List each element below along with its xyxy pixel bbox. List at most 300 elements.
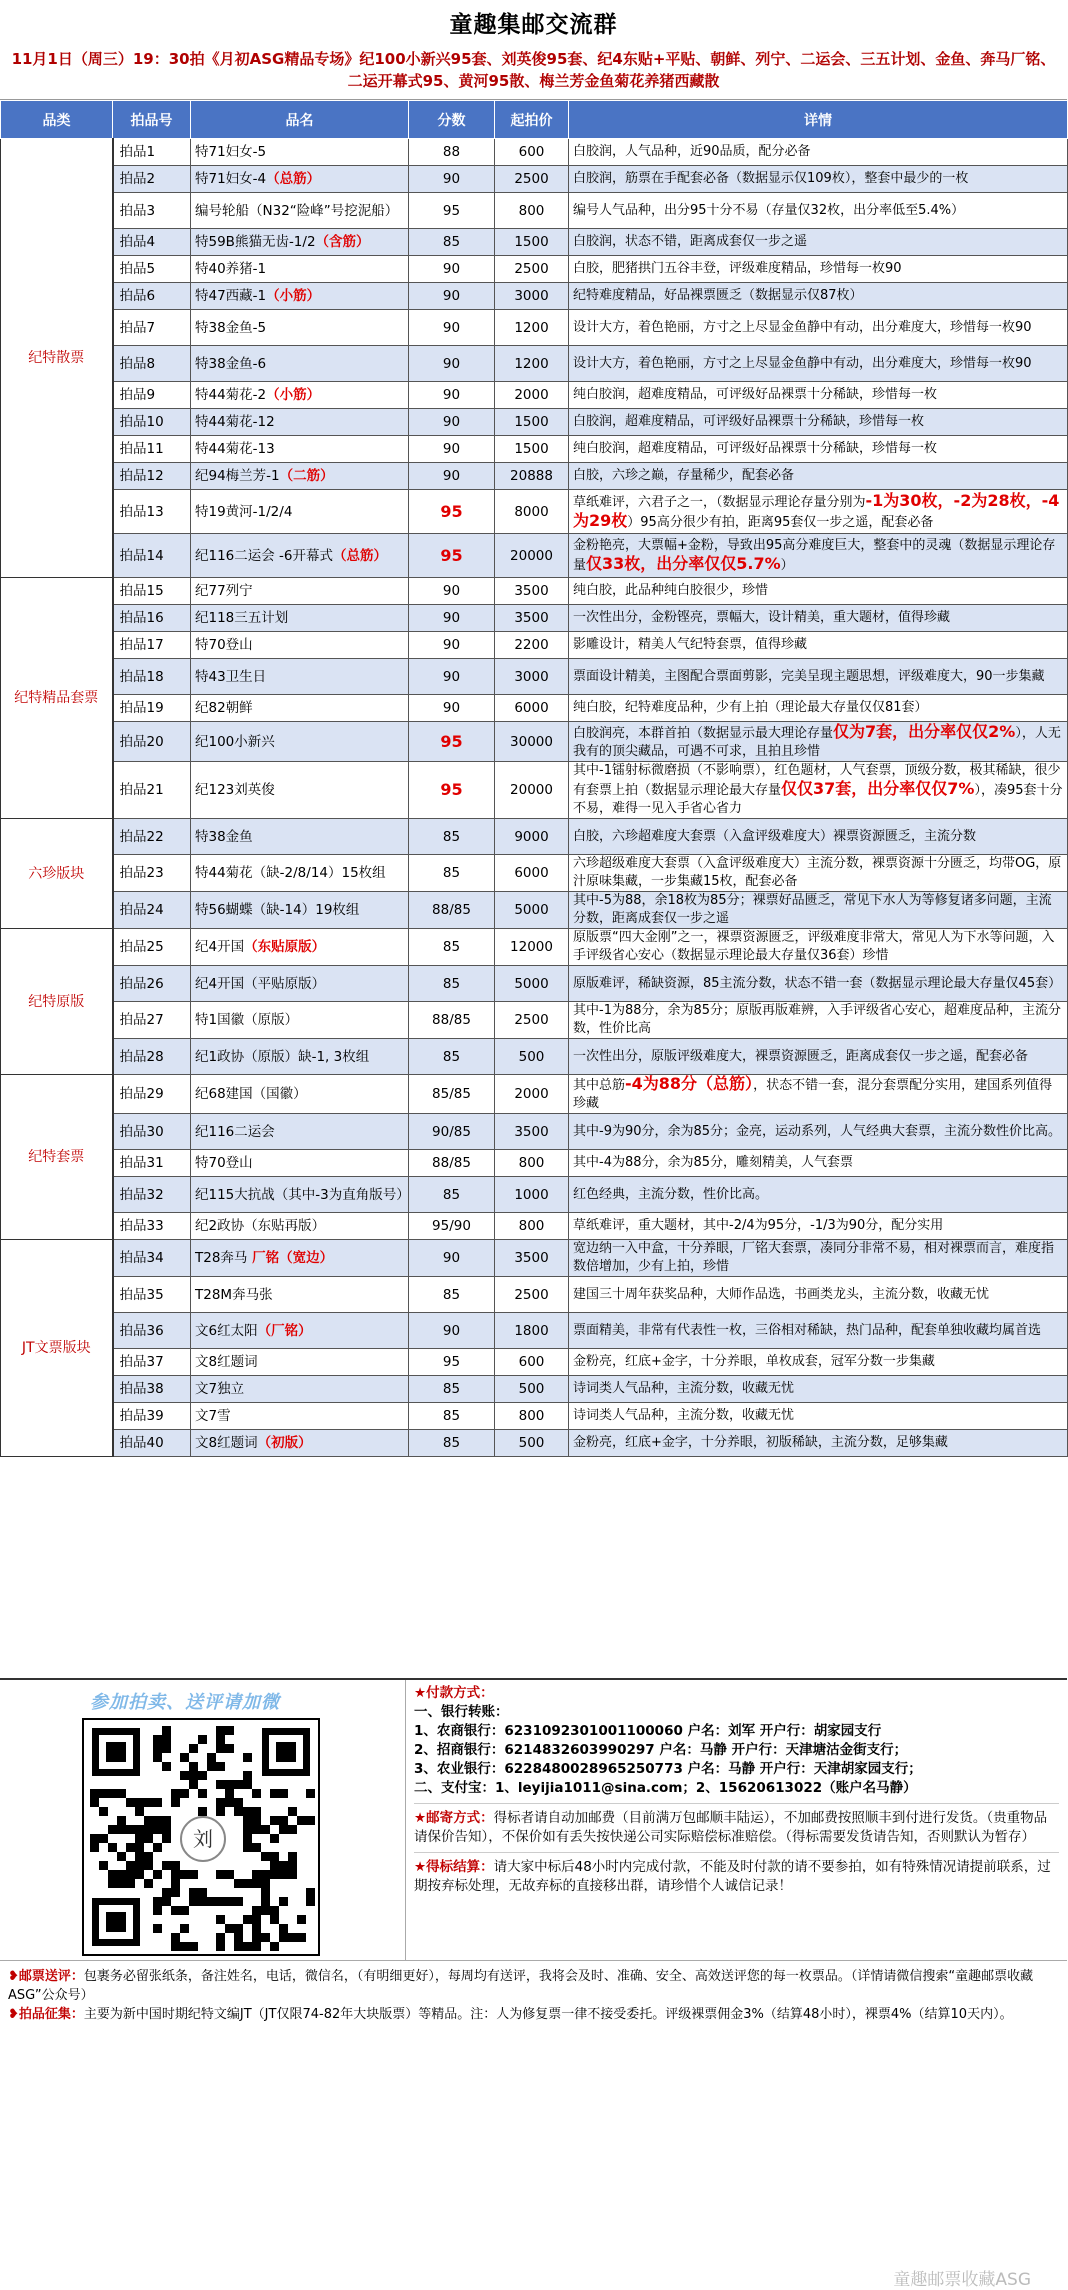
lot-score: 85/85 — [409, 1075, 495, 1114]
lot-detail — [569, 1002, 1068, 1039]
qr-module — [162, 1825, 171, 1834]
qr-module — [162, 1861, 171, 1870]
lot-name — [191, 463, 409, 490]
lot-name-text: 纪100小新兴 — [195, 733, 275, 750]
table-row — [1, 310, 1068, 346]
lot-number: 拍品16 — [113, 605, 191, 632]
lot-name — [191, 762, 409, 819]
lot-name — [191, 490, 409, 534]
lot-name — [191, 819, 409, 855]
lot-number: 拍品38 — [113, 1376, 191, 1403]
lot-name — [191, 409, 409, 436]
lot-name-text: 特44菊花-13 — [195, 441, 275, 457]
lot-start-price: 800 — [495, 1403, 569, 1430]
lot-name — [191, 1430, 409, 1457]
lot-number: 拍品32 — [113, 1177, 191, 1213]
lot-number: 拍品13 — [113, 490, 191, 534]
lot-number: 拍品27 — [113, 1002, 191, 1039]
qr-finder-icon — [92, 1728, 140, 1776]
qr-module — [153, 1870, 162, 1879]
qr-module — [243, 1753, 252, 1762]
detail-text: 影雕设计，精美人气纪特套票，值得珍藏 — [573, 637, 808, 652]
qr-module — [117, 1852, 126, 1861]
settlement-text: 请大家中标后48小时内完成付款，不能及时付款的请不要参拍，如有特殊情况请提前联系，过期按弃标处理，无故弃标的直接移出群，请珍惜个人诚信记录！ — [414, 1859, 1051, 1894]
qr-module — [144, 1834, 153, 1843]
lot-start-price: 20000 — [495, 534, 569, 578]
lot-start-price: 2000 — [495, 382, 569, 409]
table-row — [1, 346, 1068, 382]
lot-number: 拍品25 — [113, 929, 191, 966]
qr-module — [144, 1861, 153, 1870]
qr-module — [216, 1762, 225, 1771]
qr-module — [261, 1897, 270, 1906]
lot-number: 拍品31 — [113, 1150, 191, 1177]
qr-module — [126, 1861, 135, 1870]
lot-score: 95/90 — [409, 1213, 495, 1240]
table-row — [1, 490, 1068, 534]
lot-name — [191, 1002, 409, 1039]
lot-start-price: 1200 — [495, 346, 569, 382]
lot-name-text: 特71妇女-5 — [195, 144, 267, 160]
lot-detail — [569, 463, 1068, 490]
lot-start-price: 2500 — [495, 1277, 569, 1313]
lot-score: 90 — [409, 409, 495, 436]
lot-score: 90/85 — [409, 1114, 495, 1150]
qr-module — [189, 1870, 198, 1879]
qr-module — [189, 1762, 198, 1771]
lot-score: 95 — [409, 1349, 495, 1376]
table-row — [1, 166, 1068, 193]
qr-module — [252, 1843, 261, 1852]
lot-detail — [569, 578, 1068, 605]
lot-name-text: 特44菊花-12 — [195, 414, 275, 430]
detail-text: 白胶，六珍之巅，存量稀少，配套必备 — [573, 468, 795, 483]
payment-line: 2、招商银行：6214832603990297 户名：马静 开户行：天津塘沽金街支行； — [414, 1742, 908, 1758]
lot-start-price: 2500 — [495, 1002, 569, 1039]
lot-start-price: 600 — [495, 139, 569, 166]
qr-module — [216, 1744, 225, 1753]
qr-module — [135, 1843, 144, 1852]
lot-start-price: 500 — [495, 1430, 569, 1457]
note-text: 包裹务必留张纸条，备注姓名，电话，微信名，（有明细更好），每周均有送评，我将会及时、准确、安全、高效送评您的每一枚票品。（详情请微信搜索“童趣邮票收藏ASG”公众号） — [8, 1969, 1034, 2003]
qr-module — [99, 1861, 108, 1870]
lot-number: 拍品17 — [113, 632, 191, 659]
qr-module — [126, 1843, 135, 1852]
qr-module — [117, 1825, 126, 1834]
qr-module — [99, 1789, 108, 1798]
lot-number: 拍品39 — [113, 1403, 191, 1430]
lot-detail — [569, 892, 1068, 929]
lot-number: 拍品5 — [113, 256, 191, 283]
lot-detail — [569, 346, 1068, 382]
qr-module — [288, 1933, 297, 1942]
qr-module — [162, 1744, 171, 1753]
qr-module — [117, 1789, 126, 1798]
qr-module — [270, 1861, 279, 1870]
lot-start-price: 1800 — [495, 1313, 569, 1349]
lot-detail — [569, 659, 1068, 695]
detail-text: 白胶润，筋票在手配套必备（数据显示仅109枚），整套中最少的一枚 — [573, 171, 969, 186]
table-row — [1, 659, 1068, 695]
qr-module — [252, 1789, 261, 1798]
lot-detail — [569, 436, 1068, 463]
lot-name-text: 特19黄河-1/2/4 — [195, 503, 293, 520]
qr-module — [225, 1744, 234, 1753]
qr-module — [261, 1879, 270, 1888]
detail-highlight: -1为30枚，-2为28枚，-4为29枚 — [573, 490, 1060, 530]
lot-name-text: 特1国徽（原版） — [195, 1012, 299, 1028]
lot-start-price: 2500 — [495, 166, 569, 193]
qr-module — [144, 1816, 153, 1825]
qr-module — [225, 1897, 234, 1906]
table-row — [1, 463, 1068, 490]
detail-text: 设计大方，着色艳丽，方寸之上尽显金鱼静中有动，出分难度大，珍惜每一枚90 — [573, 319, 1032, 335]
qr-module — [99, 1807, 108, 1816]
detail-text: 白胶润，超难度精品，可评级好品裸票十分稀缺，珍惜每一枚 — [573, 414, 925, 429]
table-row — [1, 695, 1068, 722]
lot-score: 95 — [409, 762, 495, 819]
qr-module — [189, 1942, 198, 1951]
auction-subtitle: 11月1日（周三）19：30拍《月初ASG精品专场》纪100小新兴95套、刘英俊95套、纪4东贴+平贴、朝鲜、列宁、二运会、三五计划、金鱼、奔马厂铭、二运开幕式95、黄河95散、梅兰芳金鱼菊花养猪西藏散 — [11, 50, 1056, 90]
qr-module — [153, 1897, 162, 1906]
table-row — [1, 1002, 1068, 1039]
col-header-lot: 拍品号 — [113, 101, 191, 139]
qr-module — [252, 1879, 261, 1888]
qr-module — [234, 1924, 243, 1933]
qr-finder-icon — [92, 1898, 140, 1946]
qr-module — [189, 1888, 198, 1897]
detail-text-tail: ） — [780, 557, 794, 573]
lot-score: 88 — [409, 139, 495, 166]
lot-name — [191, 855, 409, 892]
qr-module — [135, 1834, 144, 1843]
lot-name-note: 厂铭（宽边） — [247, 1250, 334, 1266]
lot-score: 90 — [409, 605, 495, 632]
lot-detail — [569, 1277, 1068, 1313]
qr-module — [198, 1897, 207, 1906]
table-row — [1, 1039, 1068, 1075]
qr-module — [216, 1897, 225, 1906]
detail-text: 六珍超级难度大套票（入盒评级难度大）主流分数，裸票资源十分匮乏，均带OG，原汁原味集藏，一步集藏15枚，配套必备 — [573, 856, 1062, 889]
qr-module — [126, 1825, 135, 1834]
lot-score: 88/85 — [409, 1002, 495, 1039]
qr-module — [306, 1816, 315, 1825]
lot-name-text: T28M奔马张 — [195, 1286, 273, 1303]
lot-name — [191, 605, 409, 632]
qr-module — [99, 1834, 108, 1843]
lot-number: 拍品30 — [113, 1114, 191, 1150]
lot-score: 85 — [409, 1376, 495, 1403]
qr-module — [90, 1834, 99, 1843]
qr-module — [153, 1825, 162, 1834]
qr-slogan: 参加拍卖、送评请加微 — [90, 1692, 280, 1713]
qr-module — [261, 1852, 270, 1861]
qr-module — [171, 1906, 180, 1915]
lot-start-price: 600 — [495, 1349, 569, 1376]
lot-name-text: 文8红题词 — [195, 1354, 258, 1370]
lot-number: 拍品10 — [113, 409, 191, 436]
shipping-text: 得标者请自动加邮费（目前满万包邮顺丰陆运），不加邮费按照顺丰到付进行发货。（贵重物品请保价告知），不保价如有丢失按快递公司实际赔偿标准赔偿。（得标需要发货请告知，否则默认为暂存） — [414, 1810, 1048, 1845]
qr-module — [153, 1906, 162, 1915]
lot-name-text: 特44菊花（缺-2/8/14）15枚组 — [195, 865, 386, 881]
detail-text: 一次性出分，原版评级难度大，裸票资源匮乏，距离成套仅一步之遥，配套必备 — [573, 1048, 1029, 1064]
qr-module — [261, 1870, 270, 1879]
detail-text-tail: ），凑95套十分不易，难得一见入手省心省力 — [573, 783, 1063, 816]
qr-module — [216, 1933, 225, 1942]
table-row — [1, 283, 1068, 310]
lot-number: 拍品40 — [113, 1430, 191, 1457]
payment-panel — [405, 1680, 1067, 1960]
qr-module — [171, 1861, 180, 1870]
detail-text: 白胶，肥猪拱门五谷丰登，评级难度精品，珍惜每一枚90 — [573, 261, 902, 276]
footer — [0, 1678, 1067, 2290]
lot-name-text: 特43卫生日 — [195, 668, 267, 685]
lot-start-price: 5000 — [495, 966, 569, 1002]
lot-name-note: （总筋） — [266, 171, 321, 187]
qr-module — [225, 1789, 234, 1798]
table-row — [1, 1213, 1068, 1240]
detail-text: 原版难评，稀缺资源，85主流分数，状态不错一套（数据显示理论最大存量仅45套） — [573, 975, 1062, 991]
qr-module — [216, 1942, 225, 1951]
qr-module — [270, 1816, 279, 1825]
lot-name-text: 特38金鱼-6 — [195, 355, 267, 372]
lot-name — [191, 1277, 409, 1313]
detail-text: 原版票“四大金刚”之一，裸票资源匮乏，评级难度非常大，常见人为下水等问题，入手评级省心安心（数据显示理论最大存量仅36套）珍惜 — [573, 930, 1055, 963]
lot-number: 拍品36 — [113, 1313, 191, 1349]
qr-module — [171, 1879, 180, 1888]
lot-name — [191, 966, 409, 1002]
note-label: ❥邮票送评： — [8, 1969, 84, 1984]
qr-module — [90, 1843, 99, 1852]
lot-detail — [569, 1177, 1068, 1213]
lot-score: 85 — [409, 1403, 495, 1430]
lot-name — [191, 929, 409, 966]
lot-start-price: 3500 — [495, 1240, 569, 1277]
lot-name — [191, 229, 409, 256]
qr-module — [270, 1906, 279, 1915]
lot-number: 拍品12 — [113, 463, 191, 490]
qr-module — [144, 1879, 153, 1888]
lot-score: 85 — [409, 1039, 495, 1075]
table-row — [1, 722, 1068, 762]
lot-detail — [569, 229, 1068, 256]
lot-number: 拍品35 — [113, 1277, 191, 1313]
lot-name-text: 特70登山 — [195, 637, 253, 653]
lot-name-text: 纪118三五计划 — [195, 610, 289, 626]
lot-name-text: 纪4开国 — [195, 939, 245, 955]
qr-module — [234, 1807, 243, 1816]
table-row — [1, 382, 1068, 409]
wechat-qr-code[interactable] — [82, 1718, 320, 1956]
avatar-logo: 刘 — [180, 1816, 226, 1862]
qr-module — [234, 1798, 243, 1807]
lot-name-text: 特38金鱼 — [195, 828, 253, 845]
lot-name — [191, 382, 409, 409]
qr-module — [279, 1933, 288, 1942]
qr-module — [234, 1942, 243, 1951]
lot-name — [191, 139, 409, 166]
qr-module — [144, 1825, 153, 1834]
qr-module — [270, 1789, 279, 1798]
lot-score: 90 — [409, 346, 495, 382]
lot-number: 拍品24 — [113, 892, 191, 929]
lot-start-price: 3000 — [495, 283, 569, 310]
qr-module — [225, 1924, 234, 1933]
lot-name-text: 纪94梅兰芳-1 — [195, 468, 280, 484]
lot-detail — [569, 166, 1068, 193]
lot-number: 拍品19 — [113, 695, 191, 722]
detail-text: 其中-1为88分，余为85分；原版再版难辨，入手评级省心安心，超难度品种，主流分数，性价比高 — [573, 1003, 1062, 1036]
lot-start-price: 500 — [495, 1376, 569, 1403]
lot-detail — [569, 605, 1068, 632]
table-header-row — [1, 101, 1068, 139]
table-body — [1, 139, 1068, 1457]
qr-module — [243, 1915, 252, 1924]
lot-name — [191, 1039, 409, 1075]
qr-panel — [0, 1680, 405, 1960]
lot-detail — [569, 1430, 1068, 1457]
lot-score: 85 — [409, 819, 495, 855]
qr-module — [180, 1906, 189, 1915]
lot-name-text: 文7雪 — [195, 1408, 231, 1424]
lot-name — [191, 534, 409, 578]
qr-module — [126, 1879, 135, 1888]
lot-name-note: （厂铭） — [257, 1322, 312, 1339]
lot-start-price: 6000 — [495, 855, 569, 892]
qr-module — [108, 1789, 117, 1798]
lot-number: 拍品6 — [113, 283, 191, 310]
qr-module — [261, 1888, 270, 1897]
lot-detail — [569, 929, 1068, 966]
qr-module — [279, 1870, 288, 1879]
bank-transfer-title: 一、银行转账： — [414, 1704, 509, 1720]
col-header-score: 分数 — [409, 101, 495, 139]
auction-table — [0, 100, 1068, 1457]
lot-name-text: 文8红题词 — [195, 1435, 258, 1451]
qr-module — [153, 1798, 162, 1807]
detail-text: 宽边纳一入中盒，十分养眼，厂铭大套票，凑同分非常不易，相对裸票而言，难度指数倍增加，少有上拍，珍惜 — [573, 1241, 1055, 1274]
table-row — [1, 229, 1068, 256]
qr-module — [117, 1879, 126, 1888]
lot-name — [191, 1150, 409, 1177]
lot-name-text: 文7独立 — [195, 1381, 245, 1397]
table-row — [1, 256, 1068, 283]
page-header — [0, 0, 1067, 100]
qr-module — [135, 1852, 144, 1861]
lot-score: 90 — [409, 578, 495, 605]
lot-name-note: （二筋） — [279, 468, 334, 484]
lot-name-note: （小筋） — [266, 387, 321, 403]
table-row — [1, 819, 1068, 855]
lot-score: 85 — [409, 855, 495, 892]
lot-name-text: 纪123刘英俊 — [195, 782, 275, 798]
qr-module — [234, 1879, 243, 1888]
lot-start-price: 1500 — [495, 436, 569, 463]
lot-name-text: 纪116二运会 — [195, 1123, 275, 1140]
lot-start-price: 20888 — [495, 463, 569, 490]
table-row — [1, 632, 1068, 659]
lot-score: 85 — [409, 929, 495, 966]
qr-module — [279, 1861, 288, 1870]
lot-name — [191, 193, 409, 229]
lot-name — [191, 256, 409, 283]
lot-start-price: 2500 — [495, 256, 569, 283]
qr-module — [252, 1933, 261, 1942]
detail-highlight: 仅33枚，出分率仅仅5.7% — [586, 553, 781, 573]
qr-module — [297, 1915, 306, 1924]
note-text: 主要为新中国时期纪特文编JT（JT仅限74-82年大块版票）等精品。注：人为修复票一律不接受委托。评级裸票佣金3%（结算48小时），裸票4%（结算10天内）。 — [83, 2007, 1013, 2022]
qr-module — [270, 1870, 279, 1879]
qr-module — [243, 1816, 252, 1825]
lot-score: 85 — [409, 229, 495, 256]
lot-score: 95 — [409, 722, 495, 762]
lot-score: 88/85 — [409, 892, 495, 929]
lot-name — [191, 659, 409, 695]
qr-module — [135, 1825, 144, 1834]
lot-detail — [569, 966, 1068, 1002]
auction-table-wrap — [0, 100, 1067, 1457]
detail-text: 草纸难评，六君子之一，（数据显示理论存量分别为 — [573, 494, 866, 510]
table-row — [1, 409, 1068, 436]
lot-name-note: （总筋） — [333, 547, 388, 564]
bottom-notes — [0, 1960, 1067, 2290]
qr-module — [216, 1870, 225, 1879]
lot-name-text: T28奔马 — [195, 1250, 248, 1266]
lot-score: 85 — [409, 966, 495, 1002]
table-row — [1, 892, 1068, 929]
lot-score: 90 — [409, 166, 495, 193]
qr-module — [180, 1753, 189, 1762]
qr-module — [243, 1843, 252, 1852]
qr-module — [243, 1825, 252, 1834]
detail-text: 白胶润，人气品种，近90品质，配分必备 — [573, 144, 811, 159]
qr-module — [90, 1798, 99, 1807]
note-appraisal — [8, 1967, 1059, 2005]
lot-name-text: 纪2政协（东贴再版） — [195, 1218, 326, 1234]
lot-name — [191, 1114, 409, 1150]
lot-name-note: （初版） — [257, 1435, 312, 1451]
qr-module — [162, 1735, 171, 1744]
lot-detail — [569, 819, 1068, 855]
qr-module — [198, 1807, 207, 1816]
col-header-start-price: 起拍价 — [495, 101, 569, 139]
lot-name-text: 特38金鱼-5 — [195, 319, 267, 336]
lot-number: 拍品37 — [113, 1349, 191, 1376]
lot-name — [191, 1240, 409, 1277]
lot-name — [191, 1349, 409, 1376]
qr-module — [126, 1870, 135, 1879]
col-header-detail: 详情 — [569, 101, 1068, 139]
lot-number: 拍品18 — [113, 659, 191, 695]
detail-text: 一次性出分，金粉铿亮，票幅大，设计精美，重大题材，值得珍藏 — [573, 610, 951, 625]
lot-number: 拍品3 — [113, 193, 191, 229]
detail-text: 纯白胶，纪特难度品种，少有上拍（理论最大存量仅仅81套） — [573, 700, 928, 715]
lot-number: 拍品33 — [113, 1213, 191, 1240]
lot-name — [191, 1376, 409, 1403]
lot-detail — [569, 1403, 1068, 1430]
qr-module — [234, 1897, 243, 1906]
detail-text: 白胶，六珍超难度大套票（入盒评级难度大）裸票资源匮乏，主流分数 — [573, 828, 977, 844]
lot-name — [191, 310, 409, 346]
lot-name-text: 特44菊花-2 — [195, 387, 267, 403]
lot-number: 拍品21 — [113, 762, 191, 819]
qr-module — [288, 1825, 297, 1834]
lot-start-price: 30000 — [495, 722, 569, 762]
qr-module — [162, 1888, 171, 1897]
qr-module — [153, 1735, 162, 1744]
qr-module — [306, 1789, 315, 1798]
lot-start-price: 6000 — [495, 695, 569, 722]
